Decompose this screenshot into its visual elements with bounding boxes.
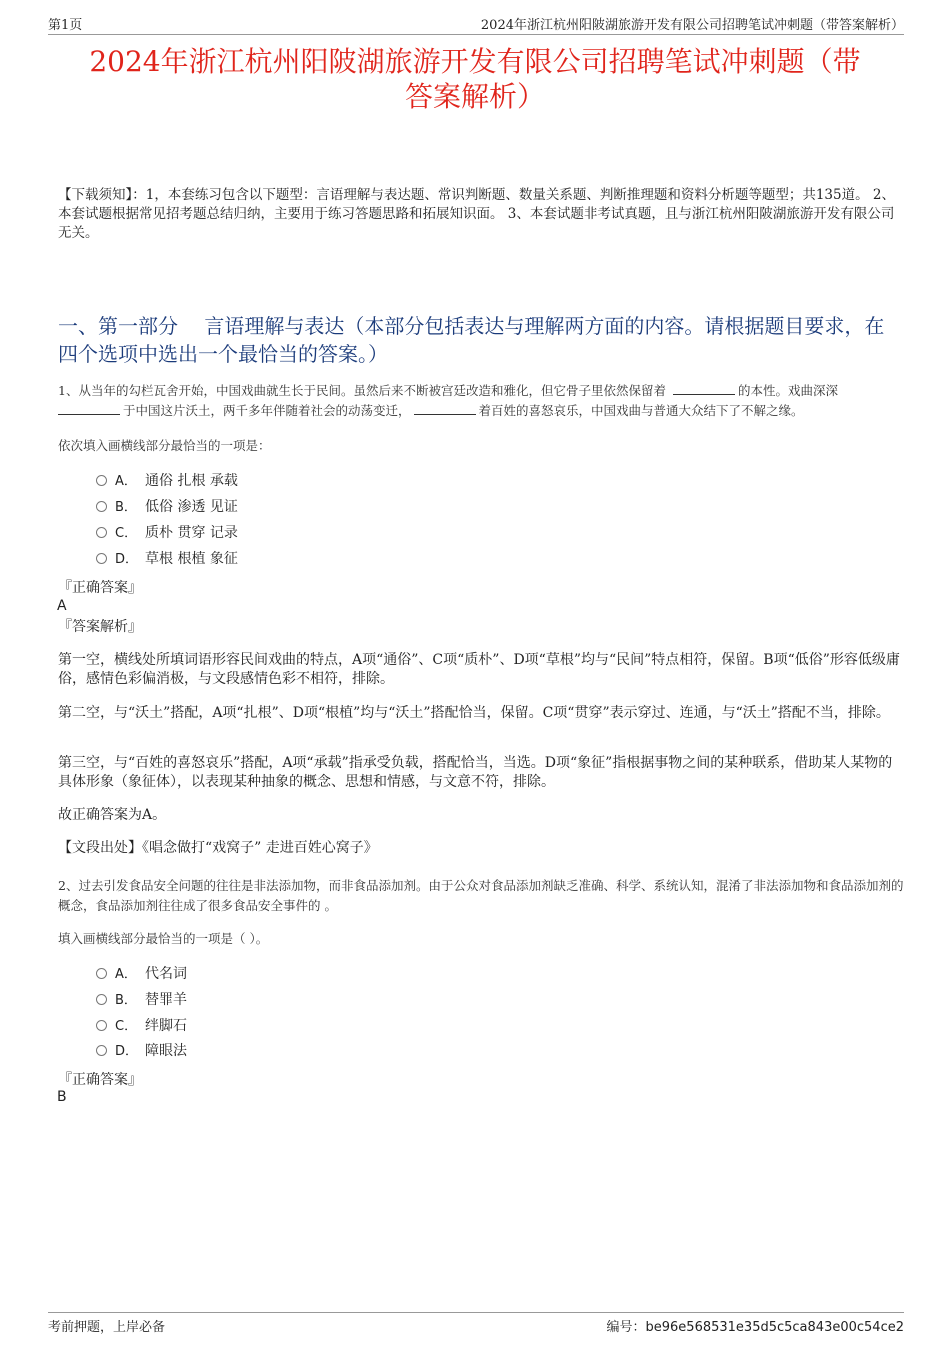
q2-option-a[interactable] <box>96 964 187 984</box>
q1-option-a[interactable] <box>96 471 238 491</box>
option-key: D． <box>115 1044 139 1059</box>
question-2-stem: 2、过去引发食品安全问题的往往是非法添加物，而非食品添加剂。由于公众对食品添加剂缺乏准确、科学、系统认知，混淆了非法添加物和食品添加剂的概念，食品添加剂往往成了很多食品安全事件的 。 <box>58 878 904 913</box>
q1-option-d[interactable] <box>96 549 238 569</box>
q1-source: 【文段出处】《唱念做打“戏窝子” 走进百姓心窝子》 <box>58 840 378 856</box>
q1-stem-part-d: 着百姓的喜怒哀乐，中国戏曲与普通大众结下了不解之缘。 <box>478 403 804 418</box>
question-1-stem <box>58 381 904 421</box>
q1-correct-answer-label: 『正确答案』 <box>58 580 142 596</box>
q2-option-d[interactable] <box>96 1041 187 1061</box>
option-key: A． <box>115 474 137 489</box>
option-key: C． <box>115 1019 138 1034</box>
radio-icon[interactable] <box>96 553 107 564</box>
question-2-prompt: 填入画横线部分最恰当的一项是（ ）。 <box>58 931 269 946</box>
page-number: 第1页 <box>48 18 83 33</box>
q1-analysis-conclusion: 故正确答案为A。 <box>58 807 167 823</box>
footer-code <box>607 1316 905 1335</box>
section-heading: 一、第一部分 言语理解与表达（本部分包括表达与理解两方面的内容。请根据题目要求，在四个选项中选出一个最恰当的答案。） <box>58 314 885 366</box>
question-1-prompt: 依次填入画横线部分最恰当的一项是： <box>58 438 271 453</box>
q1-analysis-paragraph: 第一空，横线处所填词语形容民间戏曲的特点，A项“通俗”、C项“质朴”、D项“草根”均与“民间”特点相符，保留。B项“低俗”形容低级庸俗，感情色彩偏消极，与文段感情色彩不相符，排除。 <box>58 652 900 687</box>
page-header <box>48 12 904 35</box>
footer-slogan: 考前押题，上岸必备 <box>48 1320 166 1335</box>
option-key: C． <box>115 526 138 541</box>
q1-stem-part-a: 1、从当年的勾栏瓦舍开始，中国戏曲就生长于民间。虽然后来不断被宫廷改造和雅化，但它骨子里依然保留着 <box>58 383 670 398</box>
option-key: A． <box>115 967 137 982</box>
download-notice: 【下载须知】：1，本套练习包含以下题型：言语理解与表达题、常识判断题、数量关系题、判断推理题和资料分析题等题型；共135道。 2、本套试题根据常见招考题总结归纳，主要用于练习答题思路和拓展知识面。 3、本套试题非考试真题，且与浙江杭州阳陂湖旅游开发有限公司无关。 <box>58 187 895 241</box>
fill-blank <box>673 382 735 395</box>
q1-option-b[interactable] <box>96 497 238 517</box>
radio-icon[interactable] <box>96 475 107 486</box>
option-key: B． <box>115 500 137 515</box>
option-text: 替罪羊 <box>145 992 187 1008</box>
option-key: B． <box>115 993 137 1008</box>
title-line-1: 2024年浙江杭州阳陂湖旅游开发有限公司招聘笔试冲刺题（带 <box>89 45 861 78</box>
q1-option-c[interactable] <box>96 523 238 543</box>
q1-stem-part-b: 的本性。戏曲深深 <box>737 383 838 398</box>
header-doc-title: 2024年浙江杭州阳陂湖旅游开发有限公司招聘笔试冲刺题（带答案解析） <box>480 18 904 33</box>
q1-stem-part-c: 于中国这片沃土，两千多年伴随着社会的动荡变迁， <box>123 403 411 418</box>
q1-analysis-paragraph: 第二空，与“沃土”搭配，A项“扎根”、D项“根植”均与“沃土”搭配恰当，保留。C项“贯穿”表示穿过、连通，与“沃土”搭配不当，排除。 <box>58 705 890 721</box>
option-text: 低俗 渗透 见证 <box>145 499 238 515</box>
q2-correct-answer: B <box>57 1089 67 1105</box>
option-text: 质朴 贯穿 记录 <box>145 525 238 541</box>
radio-icon[interactable] <box>96 994 107 1005</box>
fill-blank <box>414 402 476 415</box>
option-text: 障眼法 <box>145 1043 187 1059</box>
radio-icon[interactable] <box>96 1045 107 1056</box>
q2-correct-answer-label: 『正确答案』 <box>58 1072 142 1088</box>
fill-blank <box>58 402 120 415</box>
radio-icon[interactable] <box>96 501 107 512</box>
radio-icon[interactable] <box>96 968 107 979</box>
option-text: 代名词 <box>145 966 187 982</box>
code-value: be96e568531e35d5c5ca843e00c54ce2 <box>645 1320 904 1335</box>
q1-correct-answer: A <box>57 598 67 614</box>
q1-analysis-paragraph: 第三空，与“百姓的喜怒哀乐”搭配，A项“承载”指承受负载，搭配恰当，当选。D项“象征”指根据事物之间的某种联系，借助某人某物的具体形象（象征体），以表现某种抽象的概念、思想和情感，与文意不符，排除。 <box>58 755 893 790</box>
page-footer <box>48 1312 904 1339</box>
code-label: 编号： <box>606 1320 646 1335</box>
q2-option-b[interactable] <box>96 990 187 1010</box>
option-text: 草根 根植 象征 <box>145 551 238 567</box>
option-key: D． <box>115 552 139 567</box>
option-text: 绊脚石 <box>145 1018 187 1034</box>
radio-icon[interactable] <box>96 1020 107 1031</box>
option-text: 通俗 扎根 承载 <box>145 473 238 489</box>
title-line-2: 答案解析） <box>404 80 545 113</box>
document-title <box>40 44 910 114</box>
q2-option-c[interactable] <box>96 1016 187 1036</box>
q1-analysis-label: 『答案解析』 <box>58 619 142 635</box>
radio-icon[interactable] <box>96 527 107 538</box>
